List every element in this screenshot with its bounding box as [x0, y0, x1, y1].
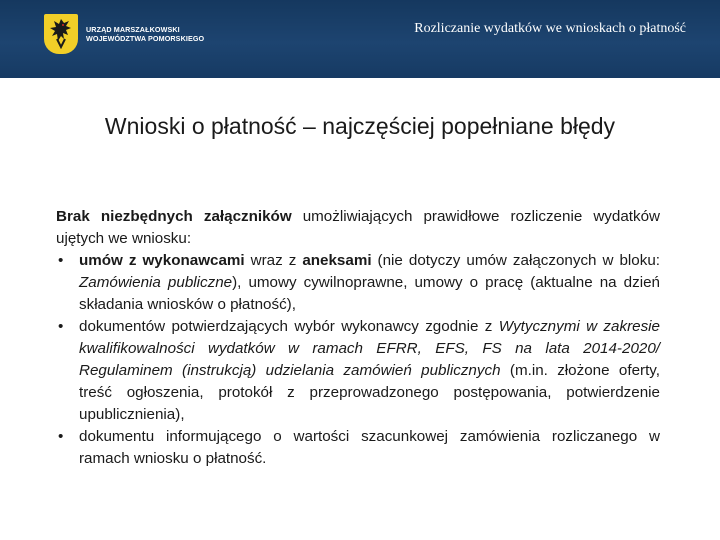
- bullet-1-bold-1: umów z wykonawcami: [79, 252, 245, 269]
- list-item: [56, 250, 660, 316]
- intro-bold: Brak niezbędnych załączników: [56, 208, 292, 225]
- bullet-list: [56, 250, 660, 470]
- logo: [44, 14, 204, 54]
- logo-line-1: URZĄD MARSZAŁKOWSKI: [86, 25, 180, 34]
- bullet-icon: •: [58, 428, 64, 445]
- bullet-icon: •: [58, 252, 64, 269]
- bullet-1-text-2: (nie dotyczy umów załączonych w bloku:: [371, 252, 660, 269]
- bullet-2-text-1: dokumentów potwierdzających wybór wykonawcy zgodnie z: [79, 318, 499, 335]
- griffin-crest-icon: [44, 14, 78, 54]
- intro-text: umożliwiających prawidłowe rozliczenie wydatków ujętych we wniosku:: [56, 208, 660, 247]
- bullet-icon: •: [58, 318, 64, 335]
- header-title: Rozliczanie wydatków we wnioskach o płatność: [414, 21, 686, 36]
- bullet-2-italic: Wytycznymi w zakresie kwalifikowalności wydatków w ramach EFRR, EFS, FS na lata 2014-2020/ Regulaminem (instrukcją) udzielania zamówień publicznych: [79, 318, 660, 379]
- logo-text: [86, 25, 204, 43]
- bullet-1-bold-2: aneksami: [302, 252, 372, 269]
- logo-line-2: WOJEWÓDZTWA POMORSKIEGO: [86, 34, 205, 43]
- bullet-1-italic: Zamówienia publiczne: [79, 274, 233, 291]
- bullet-3-text: dokumentu informującego o wartości szacunkowej zamówienia rozliczanego w ramach wniosku o płatność.: [79, 428, 660, 467]
- bullet-2-text-2: (m.in. złożone oferty, treść ogłoszenia, protokół z przeprowadzonego postępowania, potwierdzenie upublicznienia),: [79, 362, 660, 423]
- bullet-1-text-3: ), umowy cywilnoprawne, umowy o pracę (aktualne na dzień składania wniosków o płatność),: [79, 274, 660, 313]
- slide-title: Wnioski o płatność – najczęściej popełniane błędy: [104, 113, 616, 139]
- list-item: [56, 316, 660, 426]
- list-item: [56, 426, 660, 470]
- header-bar: [0, 0, 720, 78]
- bullet-1-text-1: wraz z: [244, 252, 303, 269]
- intro-paragraph: [56, 206, 660, 250]
- slide-body: [56, 206, 660, 470]
